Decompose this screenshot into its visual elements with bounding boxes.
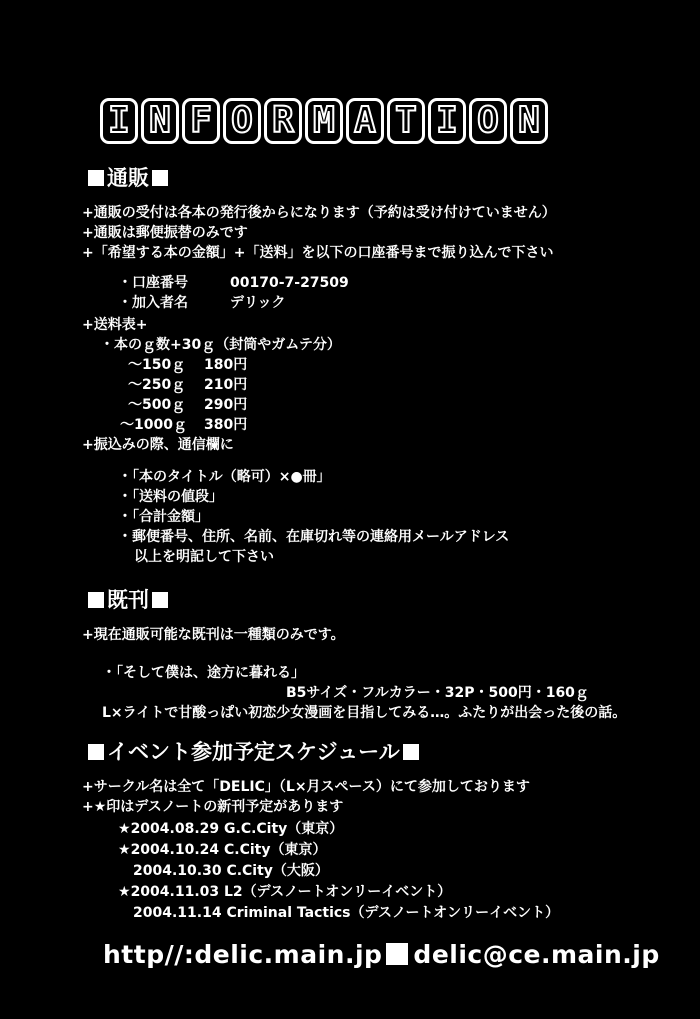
kikan-heading-text: 既刊 [107,588,149,612]
events-heading-text: イベント参加予定スケジュール [107,740,400,764]
memo-footer: 以上を明記して下さい [134,549,274,565]
title-letter: F [182,98,220,144]
tsuhan-heading [85,166,171,190]
site-url: http//:delic.main.jp [103,940,383,969]
shipping-price: 180円 [204,357,248,373]
shipping-header: +送料表+ [82,317,148,333]
account-number-value: 00170-7-27509 [230,275,349,291]
title-letter: N [141,98,179,144]
title-letter: R [264,98,302,144]
tsuhan-line: +通販の受付は各本の発行後からになります（予約は受け付けていません） [82,205,556,221]
memo-header: +振込みの際、通信欄に [82,437,234,453]
tsuhan-line: +通販は郵便振替のみです [82,225,248,241]
shipping-weight: ～150ｇ [128,357,186,373]
schedule-item [118,883,451,901]
account-number-label: ・口座番号 [118,275,188,291]
title-letter: I [428,98,466,144]
shipping-formula: ・本のｇ数+30ｇ（封筒やガムテ分） [100,337,341,353]
shipping-weight: ～1000ｇ [120,417,187,433]
schedule-item [118,841,327,859]
square-bullet-icon [152,170,168,186]
footer-contact [103,940,660,970]
square-bullet-icon [386,943,408,965]
memo-item: ・「合計金額」 [118,509,209,525]
events-note: +★印はデスノートの新刊予定があります [82,799,344,815]
shipping-price: 290円 [204,397,248,413]
account-name-label: ・加入者名 [118,295,188,311]
schedule-text: 2004.11.03 L2（デスノートオンリーイベント） [130,884,452,900]
title-letter: O [223,98,261,144]
shipping-weight: ～250ｇ [128,377,186,393]
email-address: delic@ce.main.jp [413,940,660,969]
events-note: +サークル名は全て「DELIC」（L×月スペース）にて参加しております [82,779,530,795]
schedule-item [133,862,329,880]
tsuhan-heading-text: 通販 [107,166,149,190]
memo-item: ・「本のタイトル（略可）×●冊」 [118,469,331,485]
title-letter: N [510,98,548,144]
information-title [100,98,548,144]
schedule-text: 2004.10.30 C.City（大阪） [133,863,329,879]
book-specs: B5サイズ・フルカラー・32P・500円・160ｇ [286,685,589,701]
kikan-heading [85,588,171,612]
schedule-text: 2004.08.29 G.C.City（東京） [130,821,344,837]
events-heading [85,740,422,764]
memo-item: ・郵便番号、住所、名前、在庫切れ等の連絡用メールアドレス [118,529,510,545]
kikan-note: +現在通販可能な既刊は一種類のみです。 [82,627,345,643]
book-title: ・「そして僕は、途方に暮れる」 [102,665,305,681]
title-letter: I [100,98,138,144]
title-letter: A [346,98,384,144]
schedule-item [133,904,559,922]
schedule-item [118,820,343,838]
title-letter: M [305,98,343,144]
star-icon: ★ [118,842,131,858]
square-bullet-icon [88,592,104,608]
square-bullet-icon [152,592,168,608]
account-name-value: デリック [230,295,286,311]
square-bullet-icon [88,170,104,186]
tsuhan-line: +「希望する本の金額」+「送料」を以下の口座番号まで振り込んで下さい [82,245,554,261]
shipping-price: 380円 [204,417,248,433]
memo-item: ・「送料の値段」 [118,489,223,505]
square-bullet-icon [403,744,419,760]
title-letter: O [469,98,507,144]
shipping-weight: ～500ｇ [128,397,186,413]
schedule-text: 2004.11.14 Criminal Tactics（デスノートオンリーイベント） [133,905,560,921]
square-bullet-icon [88,744,104,760]
star-icon: ★ [118,884,131,900]
book-description: L×ライトで甘酸っぱい初恋少女漫画を目指してみる…。ふたりが出会った後の話。 [102,705,627,721]
title-letter: T [387,98,425,144]
shipping-price: 210円 [204,377,248,393]
star-icon: ★ [118,821,131,837]
schedule-text: 2004.10.24 C.City（東京） [130,842,327,858]
